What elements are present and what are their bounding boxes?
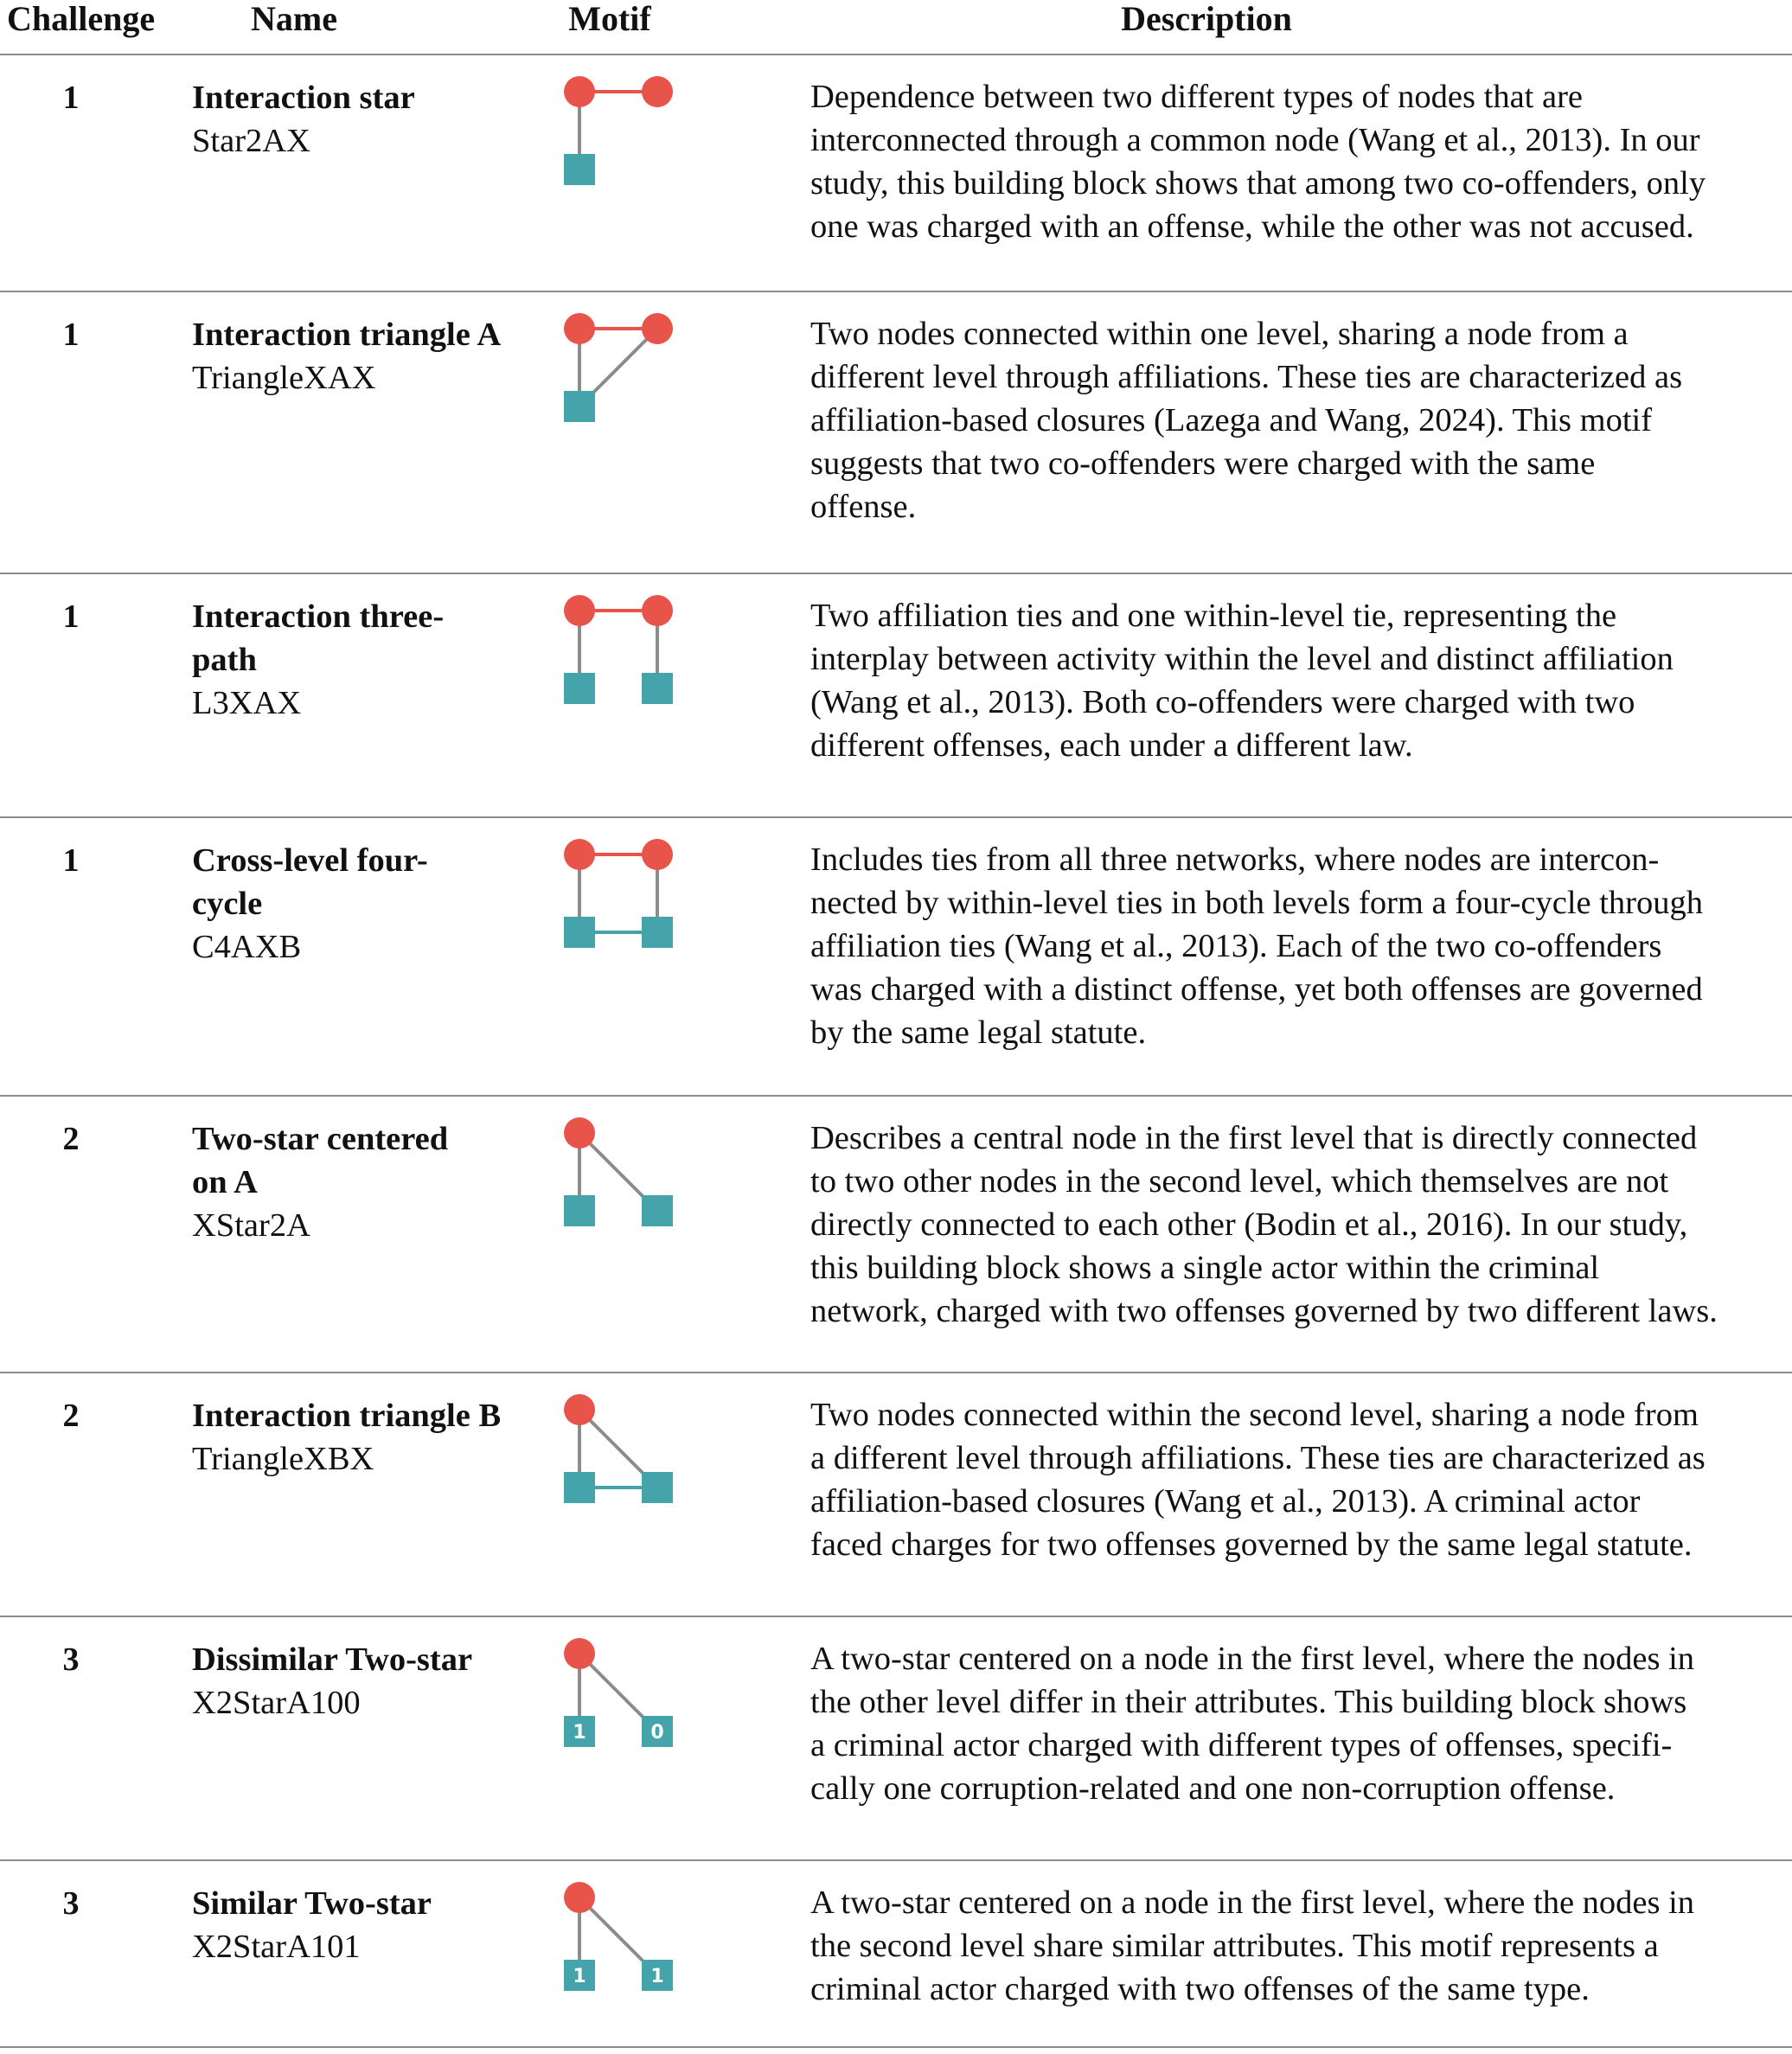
challenge-cell: 2 <box>62 1398 80 1434</box>
table-row <box>0 1097 1792 1373</box>
table-row <box>0 1861 1792 2048</box>
motif-code: X2StarA100 <box>192 1685 361 1721</box>
description-line: Dependence between two different types of nodes that are <box>810 79 1583 115</box>
description-line: was charged with a distinct offense, yet both offenses are governed <box>810 971 1703 1008</box>
offense-node <box>564 1472 595 1503</box>
offense-node <box>642 1195 673 1226</box>
challenge-cell: 1 <box>62 598 80 635</box>
motif-cell <box>554 313 675 443</box>
actor-node <box>642 595 673 626</box>
table-header <box>0 0 1792 55</box>
motif-name: Cross-level four- <box>192 842 428 879</box>
motif-cell <box>554 839 675 969</box>
motif-cell <box>554 1394 675 1524</box>
motif-cell <box>554 1882 675 2012</box>
actor-node <box>564 76 595 107</box>
description-line: Two affiliation ties and one within-level tie, representing the <box>810 598 1617 634</box>
motif-code: TriangleXAX <box>192 360 376 396</box>
actor-node <box>564 595 595 626</box>
description-cell <box>810 1881 1788 2011</box>
header-name: Name <box>251 0 337 38</box>
table-row <box>0 574 1792 818</box>
offense-node <box>564 391 595 422</box>
node-attribute-label: 1 <box>650 1966 664 1987</box>
name-cell <box>192 1117 538 1247</box>
description-line: Describes a central node in the first level that is directly connected <box>810 1120 1698 1156</box>
actor-node <box>564 1882 595 1913</box>
name-cell <box>192 1882 538 1968</box>
description-line: by the same legal statute. <box>810 1014 1147 1051</box>
description-cell <box>810 1393 1788 1566</box>
name-cell <box>192 1638 538 1724</box>
description-line: cally one corruption-related and one non-corruption offense. <box>810 1770 1616 1807</box>
description-cell <box>810 838 1788 1054</box>
motif-name: path <box>192 642 257 678</box>
motif-name: Interaction three- <box>192 598 445 635</box>
header-challenge: Challenge <box>7 0 156 38</box>
description-line: suggests that two co-offenders were charged with the same <box>810 445 1596 482</box>
description-line: criminal actor charged with two offenses of the same type. <box>810 1971 1590 2007</box>
motif-code: Star2AX <box>192 123 310 159</box>
description-line: interplay between activity within the level and distinct affiliation <box>810 641 1674 677</box>
description-line: A two-star centered on a node in the first level, where the nodes in <box>810 1641 1695 1677</box>
description-line: one was charged with an offense, while the other was not accused. <box>810 208 1694 245</box>
offense-node <box>642 673 673 704</box>
header-description: Description <box>1121 0 1292 38</box>
motif-diagram <box>554 839 683 960</box>
description-line: nected by within-level ties in both levels form a four-cycle through <box>810 885 1703 921</box>
motif-code: XStar2A <box>192 1207 310 1244</box>
motif-name: on A <box>192 1164 258 1200</box>
actor-node <box>642 76 673 107</box>
motif-diagram <box>554 1394 683 1515</box>
actor-node <box>564 1638 595 1669</box>
actor-node <box>642 839 673 870</box>
name-cell <box>192 839 538 969</box>
description-line: directly connected to each other (Bodin et al., 2016). In our study, <box>810 1206 1688 1243</box>
motif-name: Interaction triangle B <box>192 1398 502 1434</box>
challenge-cell: 1 <box>62 80 80 116</box>
table-row <box>0 292 1792 574</box>
motif-code: X2StarA101 <box>192 1929 361 1965</box>
header-motif: Motif <box>568 0 651 38</box>
table-row <box>0 1617 1792 1861</box>
challenge-cell: 3 <box>62 1885 80 1922</box>
actor-node <box>564 1394 595 1425</box>
motif-code: TriangleXBX <box>192 1441 374 1477</box>
motif-diagram <box>554 595 683 716</box>
challenge-cell: 1 <box>62 842 80 879</box>
motif-diagram <box>554 1638 683 1759</box>
description-line: faced charges for two offenses governed by the same legal statute. <box>810 1526 1693 1563</box>
motif-name: Similar Two-star <box>192 1885 432 1922</box>
motif-name: Two-star centered <box>192 1121 449 1157</box>
name-cell <box>192 76 538 163</box>
table-row <box>0 55 1792 292</box>
challenge-cell: 2 <box>62 1121 80 1157</box>
row-rule <box>0 2046 1792 2048</box>
node-attribute-label: 1 <box>573 1722 586 1744</box>
motif-cell <box>554 1638 675 1768</box>
description-line: (Wang et al., 2013). Both co-offenders were charged with two <box>810 684 1635 720</box>
motif-name: Interaction triangle A <box>192 317 502 353</box>
description-line: offense. <box>810 489 917 525</box>
motif-code: L3XAX <box>192 685 302 721</box>
offense-node <box>564 673 595 704</box>
description-line: to two other nodes in the second level, which themselves are not <box>810 1163 1669 1200</box>
motif-diagram <box>554 76 683 197</box>
actor-node <box>642 313 673 344</box>
motif-code: C4AXB <box>192 929 302 965</box>
description-line: a criminal actor charged with different types of offenses, specifi- <box>810 1727 1673 1763</box>
description-line: different level through affiliations. These ties are characterized as <box>810 359 1683 395</box>
motif-diagram <box>554 1882 683 2003</box>
description-line: Two nodes connected within the second level, sharing a node from <box>810 1397 1699 1433</box>
name-cell <box>192 313 538 400</box>
description-line: Two nodes connected within one level, sharing a node from a <box>810 316 1629 352</box>
table-row <box>0 818 1792 1097</box>
challenge-cell: 1 <box>62 317 80 353</box>
motif-diagram <box>554 1117 683 1238</box>
motif-cell <box>554 76 675 206</box>
description-line: affiliation ties (Wang et al., 2013). Each of the two co-offenders <box>810 928 1662 964</box>
offense-node <box>564 154 595 185</box>
actor-node <box>564 839 595 870</box>
description-line: the other level differ in their attributes. This building block shows <box>810 1684 1687 1720</box>
offense-node <box>564 917 595 948</box>
description-cell <box>810 312 1788 528</box>
description-line: study, this building block shows that among two co-offenders, only <box>810 165 1706 202</box>
table-row <box>0 1373 1792 1617</box>
description-line: A two-star centered on a node in the first level, where the nodes in <box>810 1884 1695 1921</box>
motif-cell <box>554 1117 675 1247</box>
node-attribute-label: 1 <box>573 1966 586 1987</box>
description-line: a different level through affiliations. These ties are characterized as <box>810 1440 1706 1476</box>
description-cell <box>810 1117 1788 1333</box>
actor-node <box>564 1117 595 1149</box>
offense-node <box>642 1472 673 1503</box>
motif-name: Dissimilar Two-star <box>192 1641 473 1678</box>
motif-diagram <box>554 313 683 434</box>
description-cell <box>810 75 1788 248</box>
motif-cell <box>554 595 675 725</box>
offense-node <box>564 1195 595 1226</box>
description-cell <box>810 1637 1788 1810</box>
challenge-cell: 3 <box>62 1641 80 1678</box>
description-line: interconnected through a common node (Wang et al., 2013). In our <box>810 122 1700 158</box>
description-line: this building block shows a single actor within the criminal <box>810 1250 1600 1286</box>
motif-name: cycle <box>192 886 263 922</box>
description-line: Includes ties from all three networks, where nodes are intercon- <box>810 841 1660 878</box>
description-line: affiliation-based closures (Wang et al., 2013). A criminal actor <box>810 1483 1641 1520</box>
description-cell <box>810 594 1788 767</box>
motif-name: Interaction star <box>192 80 415 116</box>
description-line: different offenses, each under a different law. <box>810 727 1413 764</box>
description-line: network, charged with two offenses governed by two different laws. <box>810 1293 1718 1329</box>
actor-node <box>564 313 595 344</box>
node-attribute-label: 0 <box>650 1722 664 1744</box>
name-cell <box>192 595 538 725</box>
offense-node <box>642 917 673 948</box>
description-line: the second level share similar attributes. This motif represents a <box>810 1928 1659 1964</box>
description-line: affiliation-based closures (Lazega and Wang, 2024). This motif <box>810 402 1653 438</box>
name-cell <box>192 1394 538 1481</box>
